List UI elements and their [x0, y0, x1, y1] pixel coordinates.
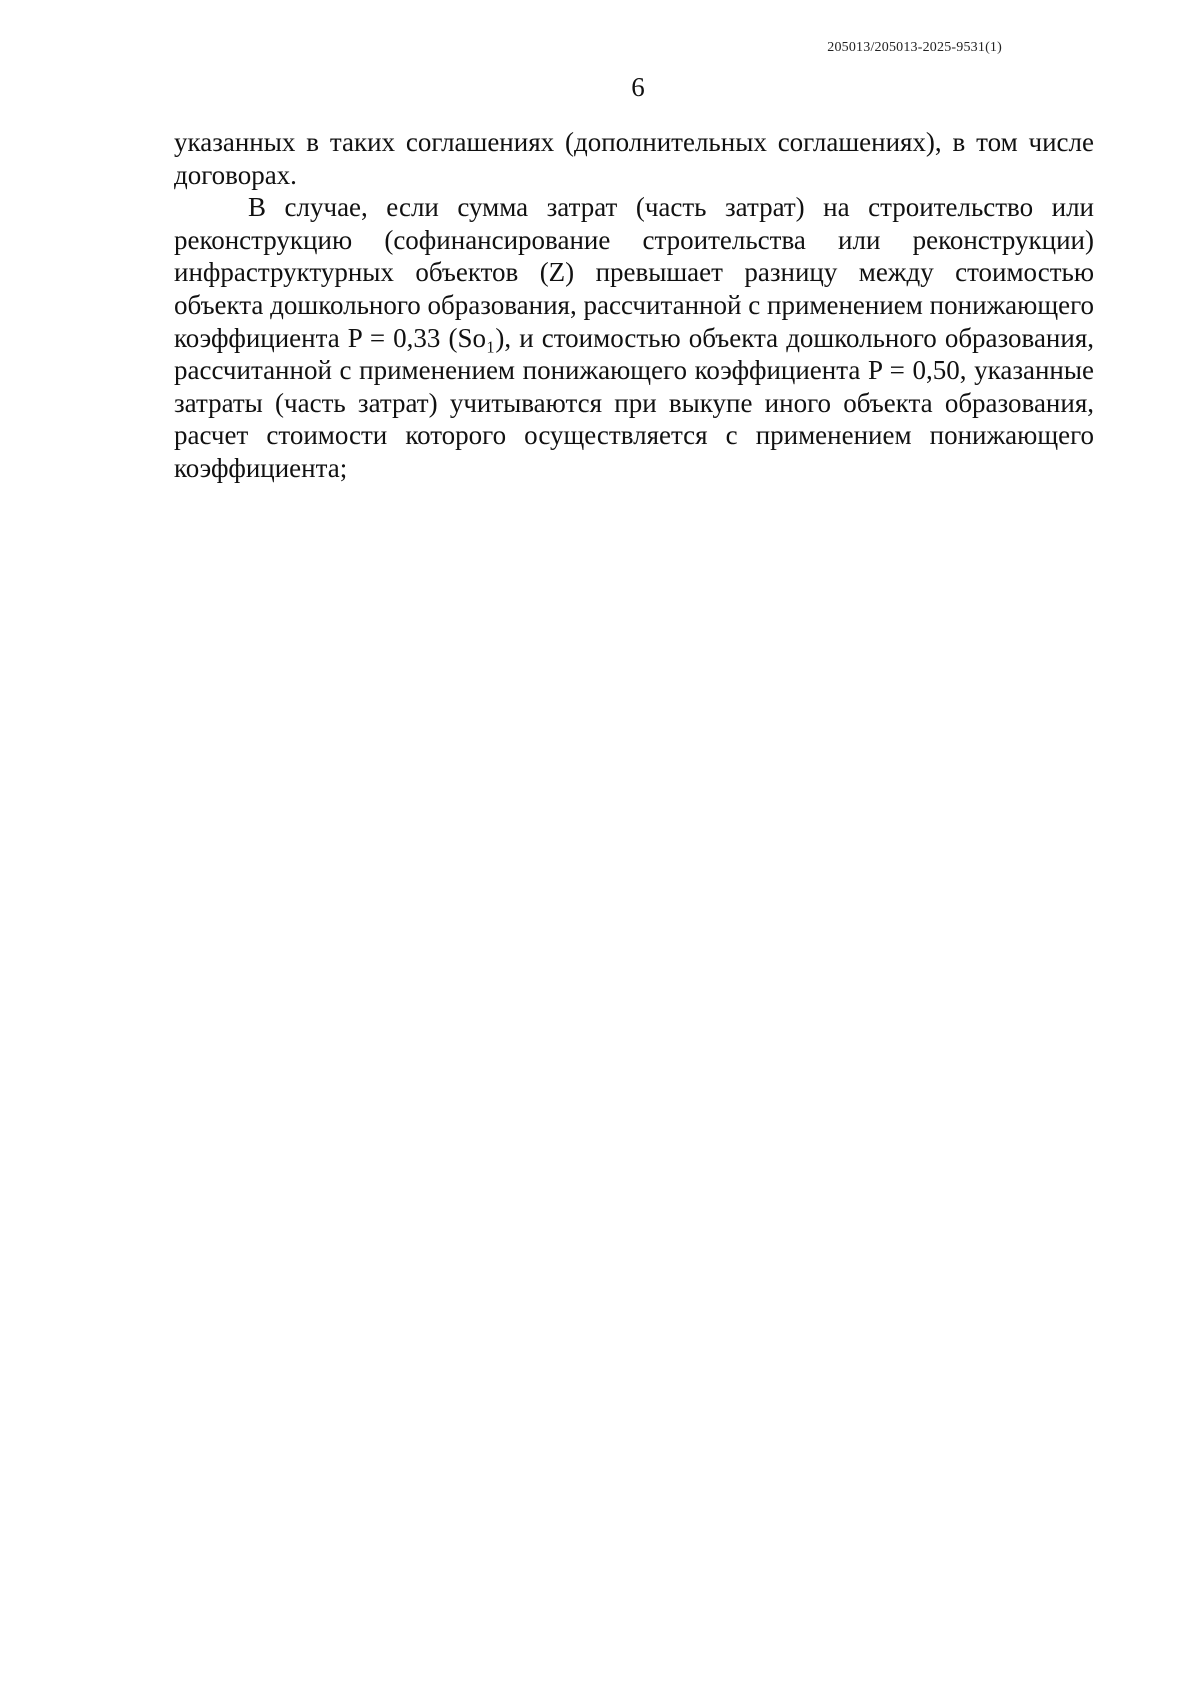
paragraph-continuation: указанных в таких соглашениях (дополнительных соглашениях), в том числе договорах. — [174, 127, 1094, 190]
document-id: 205013/205013-2025-9531(1) — [827, 40, 1002, 55]
paragraph-infrastructure-costs: В случае, если сумма затрат (часть затрат) на строительство или реконструкцию (софинансирование строительства или реконструкции) инфраструктурных объектов (Z) превышает разницу между стоимостью объекта дошкольного образования, рассчитанной с применением понижающего коэффициента P = 0,33 (So₁), и стоимостью объекта дошкольного образования, рассчитанной с применением понижающего коэффициента P = 0,50, указанные затраты (часть затрат) учитываются при выкупе иного объекта образования, расчет стоимости которого осуществляется с применением понижающего коэффициента; — [174, 192, 1094, 483]
document-body — [174, 126, 1094, 485]
page-number: 6 — [631, 72, 645, 102]
